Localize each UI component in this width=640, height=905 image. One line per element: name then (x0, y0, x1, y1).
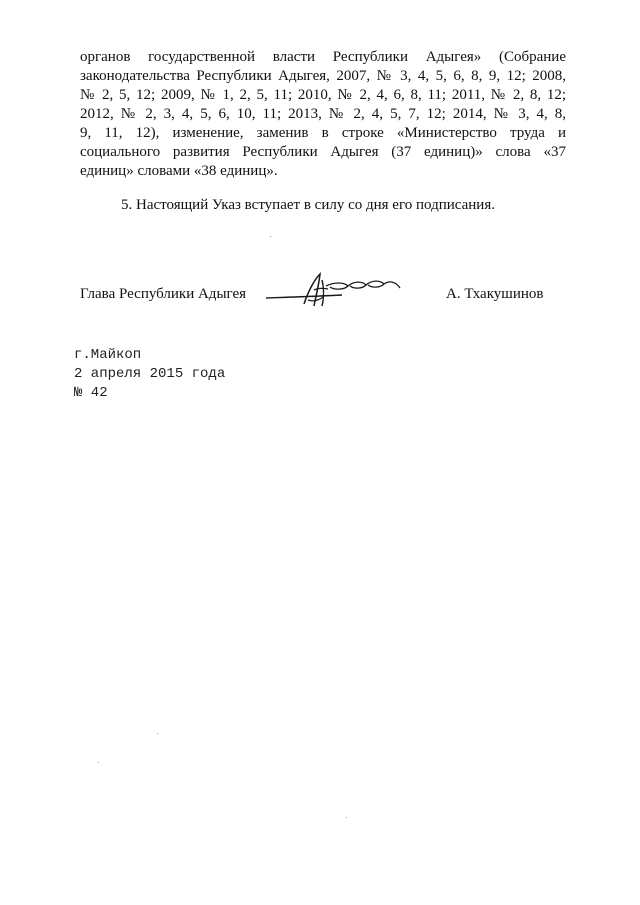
paragraph-line: № 2, 5, 12; 2009, № 1, 2, 5, 11; 2010, № 2, 4, 6, 8, 11; 2011, № 2, 8, 12; (80, 87, 566, 103)
scan-speck (346, 817, 347, 818)
decree-paragraph (80, 48, 566, 181)
paragraph-line: социального развития Республики Адыгея (37 единиц)» слова «37 (80, 144, 566, 160)
decree-details (74, 346, 225, 403)
number-line: № 42 (74, 385, 108, 401)
place-line: г.Майкоп (74, 347, 142, 363)
paragraph-line: 9, 11, 12), изменение, заменив в строке «Министерство труда и (80, 125, 566, 141)
scan-speck (98, 762, 99, 763)
scan-speck (270, 236, 271, 237)
signatory-title: Глава Республики Адыгея (80, 286, 247, 302)
decree-item-5: 5. Настоящий Указ вступает в силу со дня его подписания. (121, 197, 495, 213)
paragraph-line: единиц» словами «38 единиц». (80, 163, 278, 179)
scan-speck (157, 733, 158, 734)
signatory-name: А. Тхакушинов (446, 286, 544, 302)
date-line: 2 апреля 2015 года (74, 366, 226, 382)
paragraph-line: 2012, № 2, 3, 4, 5, 6, 10, 11; 2013, № 2, 4, 5, 7, 12; 2014, № 3, 4, 8, (80, 106, 566, 122)
handwritten-signature (264, 270, 404, 310)
paragraph-line: законодательства Республики Адыгея, 2007, № 3, 4, 5, 6, 8, 9, 12; 2008, (80, 68, 566, 84)
signature-block (80, 286, 566, 310)
paragraph-line: органов государственной власти Республики Адыгея» (Собрание (80, 49, 566, 65)
